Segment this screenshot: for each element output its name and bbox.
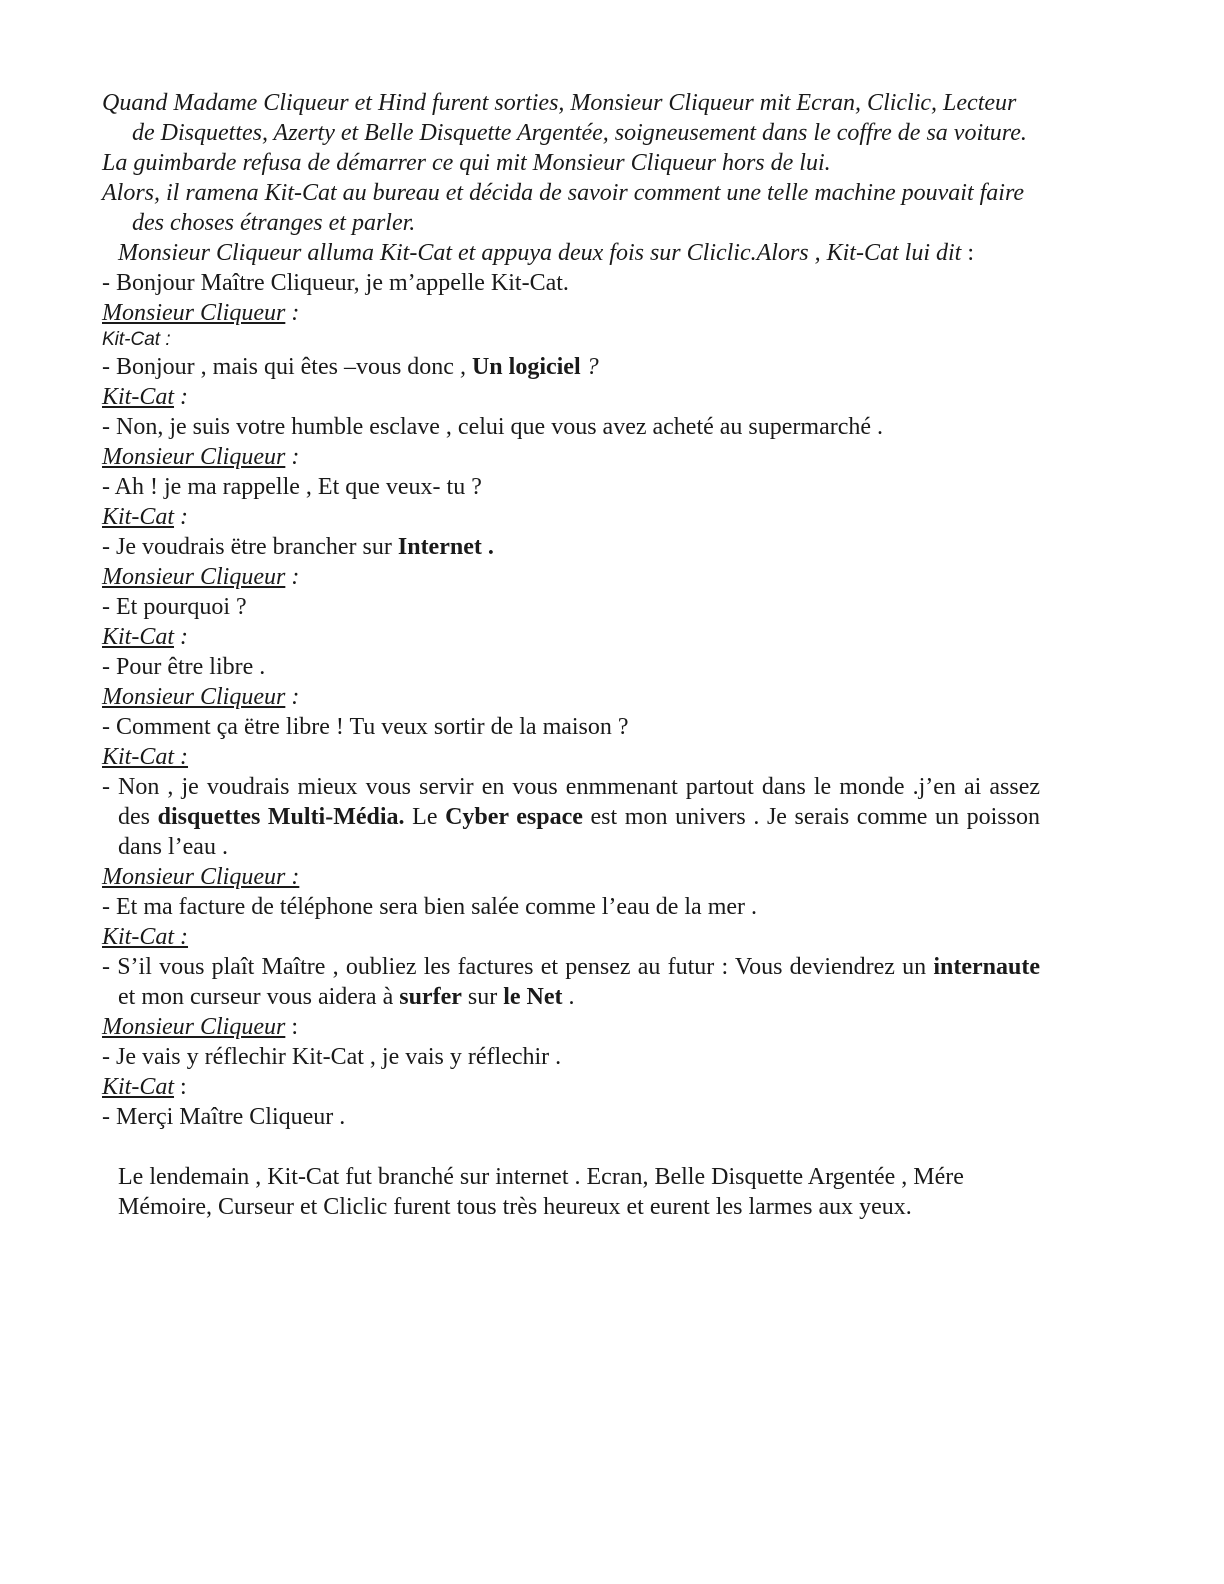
speaker-name: Monsieur Cliqueur : bbox=[102, 864, 300, 890]
speaker-name: Monsieur Cliqueur bbox=[102, 684, 286, 710]
speaker-name: Kit-Cat bbox=[102, 504, 175, 530]
speaker-name: Kit-Cat bbox=[102, 384, 175, 410]
dialogue-line bbox=[102, 532, 1124, 562]
speaker-colon: : bbox=[285, 1014, 298, 1040]
speaker-label bbox=[102, 442, 1124, 472]
dialogue-line: - Merçi Maître Cliqueur . bbox=[102, 1104, 346, 1130]
speaker-label bbox=[102, 502, 1124, 532]
speaker-colon: : bbox=[174, 624, 189, 650]
speaker-name: Kit-Cat bbox=[102, 624, 175, 650]
dialogue-paragraph bbox=[102, 952, 1040, 1012]
dialogue-line: - Et pourquoi ? bbox=[102, 594, 247, 620]
speaker-label: Kit-Cat : bbox=[102, 329, 171, 350]
speaker-name: Kit-Cat bbox=[102, 1074, 175, 1100]
dialogue-text: est mon univers . Je serais comme un poisson dans l’eau . bbox=[118, 804, 1041, 860]
narration-line: La guimbarde refusa de démarrer ce qui mit Monsieur Cliqueur hors de lui. bbox=[102, 150, 831, 176]
dialogue-text: - S’il vous plaît Maître , oubliez les factures et pensez au futur : Vous deviendrez un bbox=[102, 954, 934, 980]
dialogue-line: - Bonjour Maître Cliqueur, je m’appelle Kit-Cat. bbox=[102, 270, 569, 296]
dialogue-text: - Non , je voudrais mieux vous servir en vous enmmenant partout dans le monde .j’en ai assez des bbox=[102, 774, 1040, 830]
speaker-label bbox=[102, 862, 1124, 892]
speaker-colon: : bbox=[285, 684, 300, 710]
speaker-label bbox=[102, 382, 1124, 412]
speaker-colon: : bbox=[174, 1074, 187, 1100]
dialogue-line: - Pour être libre . bbox=[102, 654, 266, 680]
speaker-label bbox=[102, 298, 1124, 328]
dialogue-text: . bbox=[562, 984, 575, 1010]
dialogue-bold: le Net bbox=[503, 984, 563, 1010]
dialogue-comma: , bbox=[459, 354, 466, 380]
narration-line: Alors, il ramena Kit-Cat au bureau et décida de savoir comment une telle machine pouvait faire bbox=[102, 180, 1025, 206]
dialogue-line: - Et ma facture de téléphone sera bien salée comme l’eau de la mer . bbox=[102, 894, 758, 920]
dialogue-text: sur bbox=[461, 984, 504, 1010]
dialogue-bold: Internet . bbox=[397, 534, 494, 560]
dialogue-paragraph bbox=[102, 772, 1040, 862]
dialogue-bold: Un logiciel bbox=[465, 354, 581, 380]
speaker-name: Monsieur Cliqueur bbox=[102, 1014, 286, 1040]
speaker-colon: : bbox=[285, 300, 300, 326]
speaker-name: Monsieur Cliqueur bbox=[102, 564, 286, 590]
dialogue-bold: surfer bbox=[399, 984, 462, 1010]
dialogue-line: - Ah ! je ma rappelle , Et que veux- tu ? bbox=[102, 474, 482, 500]
speaker-label bbox=[102, 1072, 1124, 1102]
speaker-label bbox=[102, 682, 1124, 712]
speaker-name: Kit-Cat : bbox=[102, 744, 189, 770]
speaker-name: Kit-Cat : bbox=[102, 924, 189, 950]
speaker-label bbox=[102, 922, 1124, 952]
narration-text: Monsieur Cliqueur alluma Kit-Cat et appuya deux fois sur Cliclic.Alors , Kit-Cat lui dit bbox=[118, 240, 962, 266]
dialogue-bold: internaute bbox=[933, 954, 1040, 980]
speaker-colon: : bbox=[174, 504, 189, 530]
dialogue-bold: Cyber espace bbox=[445, 804, 583, 830]
speaker-label bbox=[102, 622, 1124, 652]
speaker-name: Monsieur Cliqueur bbox=[102, 300, 286, 326]
speaker-colon: : bbox=[285, 564, 300, 590]
dialogue-text: - Bonjour , mais qui êtes –vous donc bbox=[102, 354, 460, 380]
epilogue-paragraph: Le lendemain , Kit-Cat fut branché sur internet . Ecran, Belle Disquette Argentée , Mére Mémoire, Curseur et Cliclic furent tous très heureux et eurent les larmes aux yeux. bbox=[118, 1164, 964, 1220]
narration-colon: : bbox=[967, 240, 974, 266]
dialogue-text: et mon curseur vous aidera à bbox=[118, 984, 400, 1010]
speaker-label bbox=[102, 562, 1124, 592]
narration-line: de Disquettes, Azerty et Belle Disquette Argentée, soigneusement dans le coffre de sa voiture. bbox=[132, 120, 1027, 146]
speaker-label bbox=[102, 742, 1124, 772]
speaker-name: Monsieur Cliqueur bbox=[102, 444, 286, 470]
dialogue-line: - Je vais y réflechir Kit-Cat , je vais y réflechir . bbox=[102, 1044, 562, 1070]
dialogue-question: ? bbox=[580, 354, 599, 380]
narration-line: des choses étranges et parler. bbox=[132, 210, 416, 236]
narration-line: Quand Madame Cliqueur et Hind furent sorties, Monsieur Cliqueur mit Ecran, Cliclic, Lecteur bbox=[102, 90, 1017, 116]
dialogue-line bbox=[102, 352, 1124, 382]
speaker-colon: : bbox=[285, 444, 300, 470]
speaker-colon: : bbox=[174, 384, 189, 410]
speaker-label bbox=[102, 1012, 1124, 1042]
dialogue-line: - Non, je suis votre humble esclave , celui que vous avez acheté au supermarché . bbox=[102, 414, 884, 440]
dialogue-bold: disquettes Multi-Média. bbox=[157, 804, 405, 830]
dialogue-text: Le bbox=[404, 804, 446, 830]
dialogue-text: - Je voudrais ëtre brancher sur bbox=[102, 534, 398, 560]
narration-line bbox=[102, 238, 1124, 268]
dialogue-line: - Comment ça ëtre libre ! Tu veux sortir de la maison ? bbox=[102, 714, 629, 740]
